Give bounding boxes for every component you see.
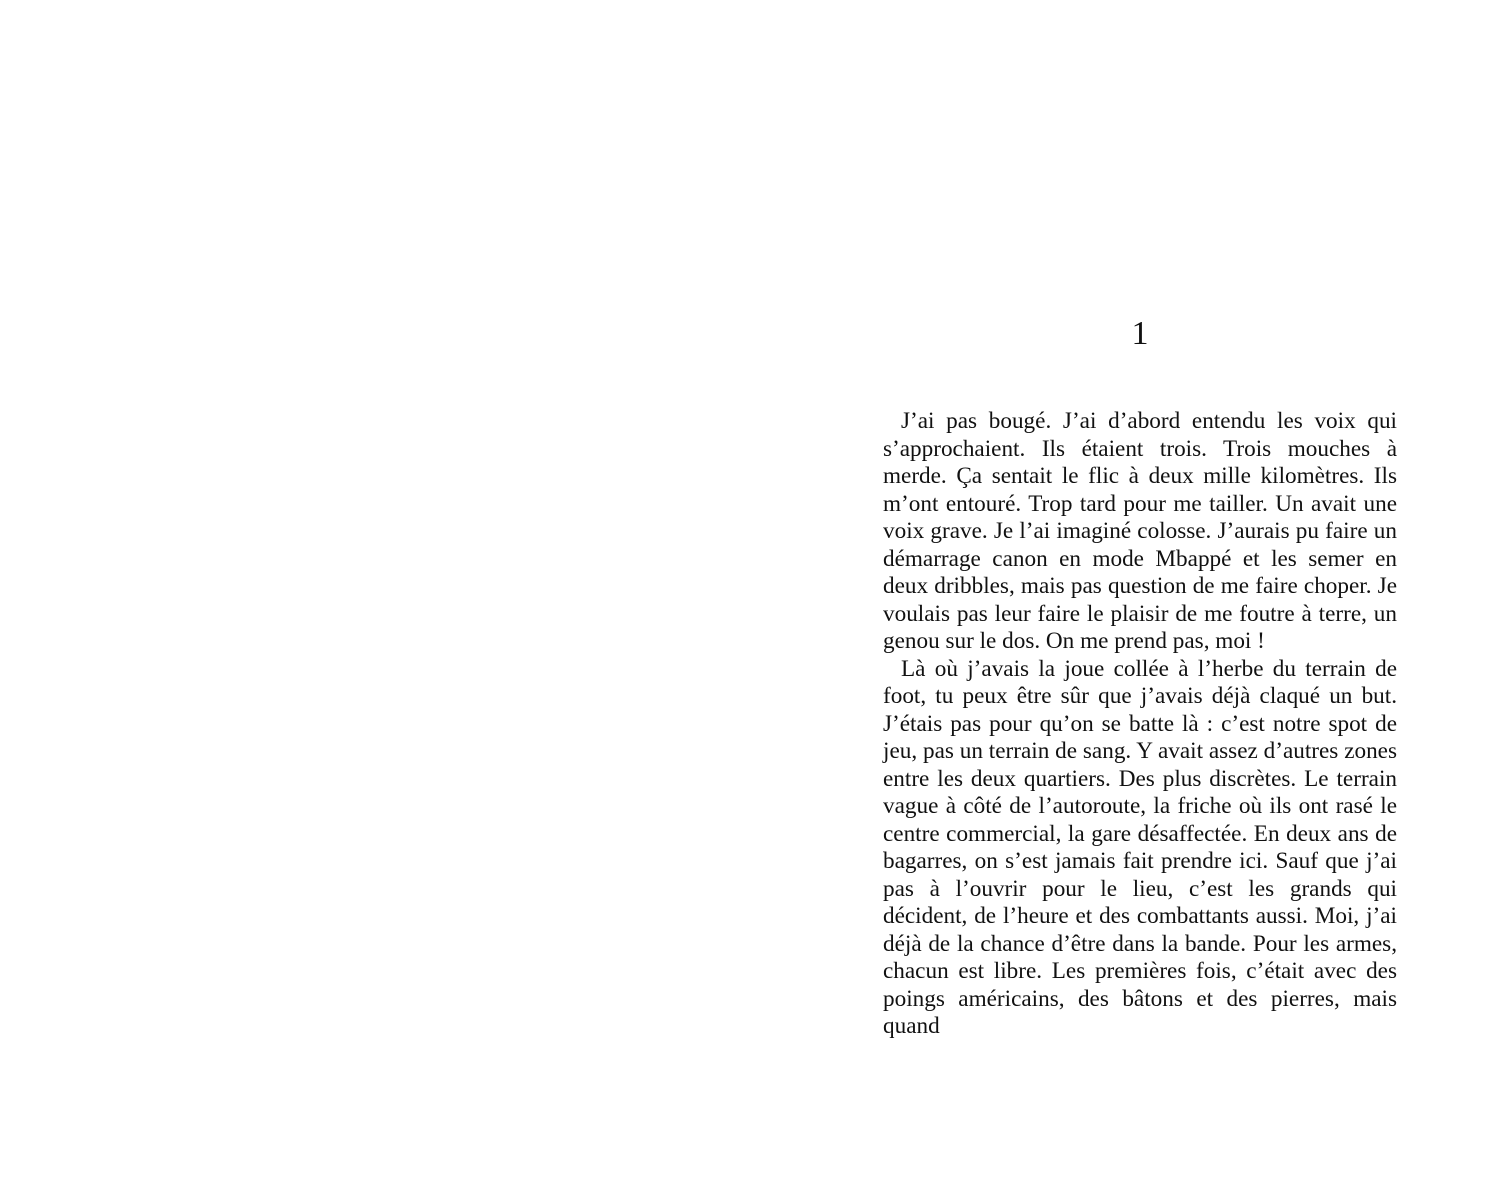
- paragraph-2: Là où j’avais la joue collée à l’herbe du terrain de foot, tu peux être sûr que j’avais déjà claqué un but. J’étais pas pour qu’on se batte là : c’est notre spot de jeu, pas un terrain de sang. Y avait assez d’autres zones entre les deux quartiers. Des plus discrètes. Le terrain vague à côté de l’autoroute, la friche où ils ont rasé le centre commercial, la gare désaffectée. En deux ans de bagarres, on s’est jamais fait prendre ici. Sauf que j’ai pas à l’ouvrir pour le lieu, c’est les grands qui décident, de l’heure et des combattants aussi. Moi, j’ai déjà de la chance d’être dans la bande. Pour les armes, chacun est libre. Les premières fois, c’était avec des poings américains, des bâtons et des pierres, mais quand: [883, 655, 1397, 1039]
- chapter-number: 1: [1131, 315, 1149, 352]
- paragraph-1: J’ai pas bougé. J’ai d’abord entendu les voix qui s’approchaient. Ils étaient trois. Trois mouches à merde. Ça sentait le flic à deux mille kilomètres. Ils m’ont entouré. Trop tard pour me tailler. Un avait une voix grave. Je l’ai imaginé colosse. J’aurais pu faire un démarrage canon en mode Mbappé et les semer en deux dribbles, mais pas question de me faire choper. Je voulais pas leur faire le plaisir de me foutre à terre, un genou sur le dos. On me prend pas, moi !: [883, 408, 1397, 654]
- chapter-text: [883, 408, 1397, 1041]
